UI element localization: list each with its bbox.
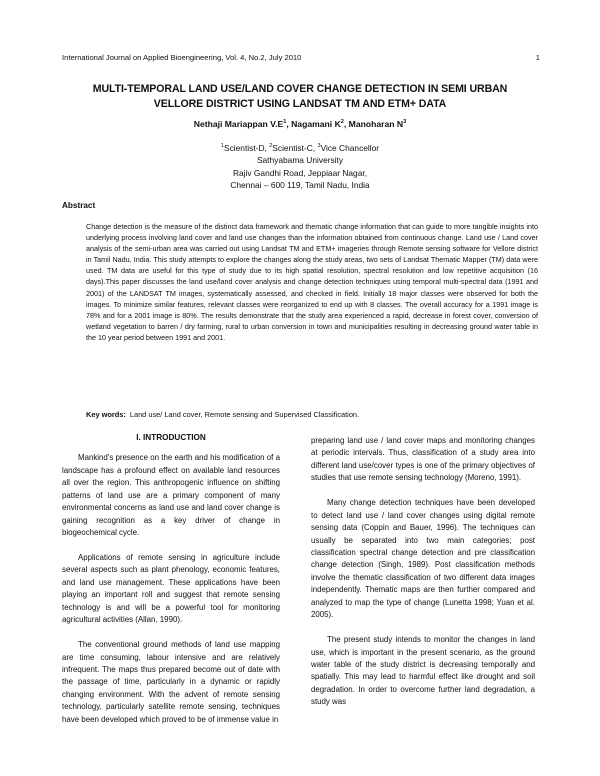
- right-column: [311, 435, 535, 709]
- abstract-text: Change detection is the measure of the distinct data framework and thematic change information that can guide to more tangible insights into underlying process involving land cover and land use changes than the information obtained from continuous change. Land use / Land cover analysis of the semi-urban area was carried out using Landsat TM and ETM+ imageries through Remote sensing software for Vellore district in Tamil Nadu, India. This study attempts to explore the changes along the study areas, two sets of Landsat Thematic Mapper (TM) data were used. TM data are useful for this type of study due to its high spatial resolution, spectral resolution and low repetitive acquisition (16 days).This paper discusses the land use/land cover analysis and change detection techniques using temporal multi-spectral data (1991 and 2001) of the LANDSAT TM images, systematically assessed, and checked in field. Initially 18 major classes were observed for both the images. To minimize similar features, relevant classes were reorganized to end up with 8 classes. The overall accuracy for a 1991 image is 78% and for a 2001 image is 80%. The results demonstrate that the study area experienced a rapid, decrease in forest cover, conversion of wetland vegetation to barren / dry farming, rural to urban conversion in town and municipalities resulting in decreasing ground water table in the 10 year period between 1991 and 2001.: [86, 222, 538, 342]
- intro-paragraph-1: Mankind's presence on the earth and his modification of a landscape has a profound effect on available land resources all over the region. This anthropogenic influence on shifting patterns of land use are a primary component of many environmental concerns as land use and land cover change is gaining recognition as a key driver of change in biogeochemical cycle.: [62, 453, 280, 538]
- author-1-sup: 1: [283, 119, 287, 126]
- role-3-sup: 3: [317, 143, 321, 150]
- running-header: [62, 53, 540, 62]
- title-line-2: VELLORE DISTRICT USING LANDSAT TM AND ETM+ DATA: [153, 98, 447, 110]
- section-heading-introduction: I. INTRODUCTION: [136, 433, 206, 442]
- keywords-text: Land use/ Land cover, Remote sensing and Supervised Classification.: [129, 410, 360, 419]
- author-2: , Nagamani K: [286, 119, 341, 129]
- author-1: Nethaji Mariappan V.E: [193, 119, 284, 129]
- role-1-sup: 1: [220, 143, 225, 150]
- role-2-sup: 2: [269, 143, 273, 150]
- role-3: Vice Chancellor: [320, 143, 380, 153]
- intro-paragraph-2: Applications of remote sensing in agriculture include several aspects such as plant phenology, economic features, and land use management. These applications have been playing an important roll and suggest that remote sensing technology is and will be a powerful tool for monitoring agricultural activities (Allan, 1990).: [62, 553, 280, 625]
- intro-paragraph-3: The conventional ground methods of land use mapping are time consuming, labour intensive and are relatively infrequent. The maps thus prepared become out of date with the passage of time, particularly in a dynamic or rapidly changing environment. With the advent of remote sensing technology, particularly satellite remote sensing, techniques have been developed which proved to be of immense value in: [62, 640, 280, 724]
- title-line-1: MULTI-TEMPORAL LAND USE/LAND COVER CHANGE DETECTION IN SEMI URBAN: [92, 83, 508, 95]
- author-list: [40, 119, 560, 129]
- author-3-sup: 3: [403, 119, 407, 126]
- address-line-1: Rajiv Gandhi Road, Jeppiaar Nagar,: [232, 167, 368, 178]
- abstract-heading: Abstract: [62, 201, 96, 210]
- affiliation-block: [40, 142, 560, 191]
- paper-title: [40, 82, 560, 112]
- keywords-label: Key words:: [86, 410, 126, 419]
- right-paragraph-3: The present study intends to monitor the changes in land use, which is important in the present scenario, as the ground water table of the study district is decreasing temporally and spatially. This may lead to harmful effect like drought and soil degradation. In order to overcome further land degradation, a study was: [311, 635, 535, 707]
- keywords-line: [86, 410, 538, 419]
- journal-citation: International Journal on Applied Bioengineering, Vol. 4, No.2, July 2010: [62, 53, 302, 62]
- page-number: 1: [535, 53, 540, 62]
- role-2: Scientist-C,: [272, 143, 318, 153]
- university-name: Sathyabama University: [256, 155, 344, 166]
- role-1: Scientist-D,: [224, 143, 270, 153]
- address-line-2: Chennai – 600 119, Tamil Nadu, India: [230, 179, 370, 190]
- author-roles: [40, 142, 560, 154]
- right-paragraph-2: Many change detection techniques have been developed to detect land use / land cover changes using digital remote sensing data (Coppin and Bauer, 1996). The techniques can usually be separated into two main categories; post classification spectral change detection and pre classification change detection (Singh, 1989). Post classification methods involve the thematic classification of two different data images independently. Thematic maps are then further compared and analyzed to map the type of change (Lunetta 1998; Yuan et al. 2005).: [311, 498, 535, 620]
- right-paragraph-1: preparing land use / land cover maps and monitoring changes at periodic intervals. Thus, classification of a study area into different land use/cover types is one of the primary objectives of studies that use remote sensing technology (Moreno, 1991).: [311, 436, 535, 483]
- left-column: [62, 432, 280, 726]
- author-2-sup: 2: [340, 119, 344, 126]
- author-3: , Manoharan N: [343, 119, 404, 129]
